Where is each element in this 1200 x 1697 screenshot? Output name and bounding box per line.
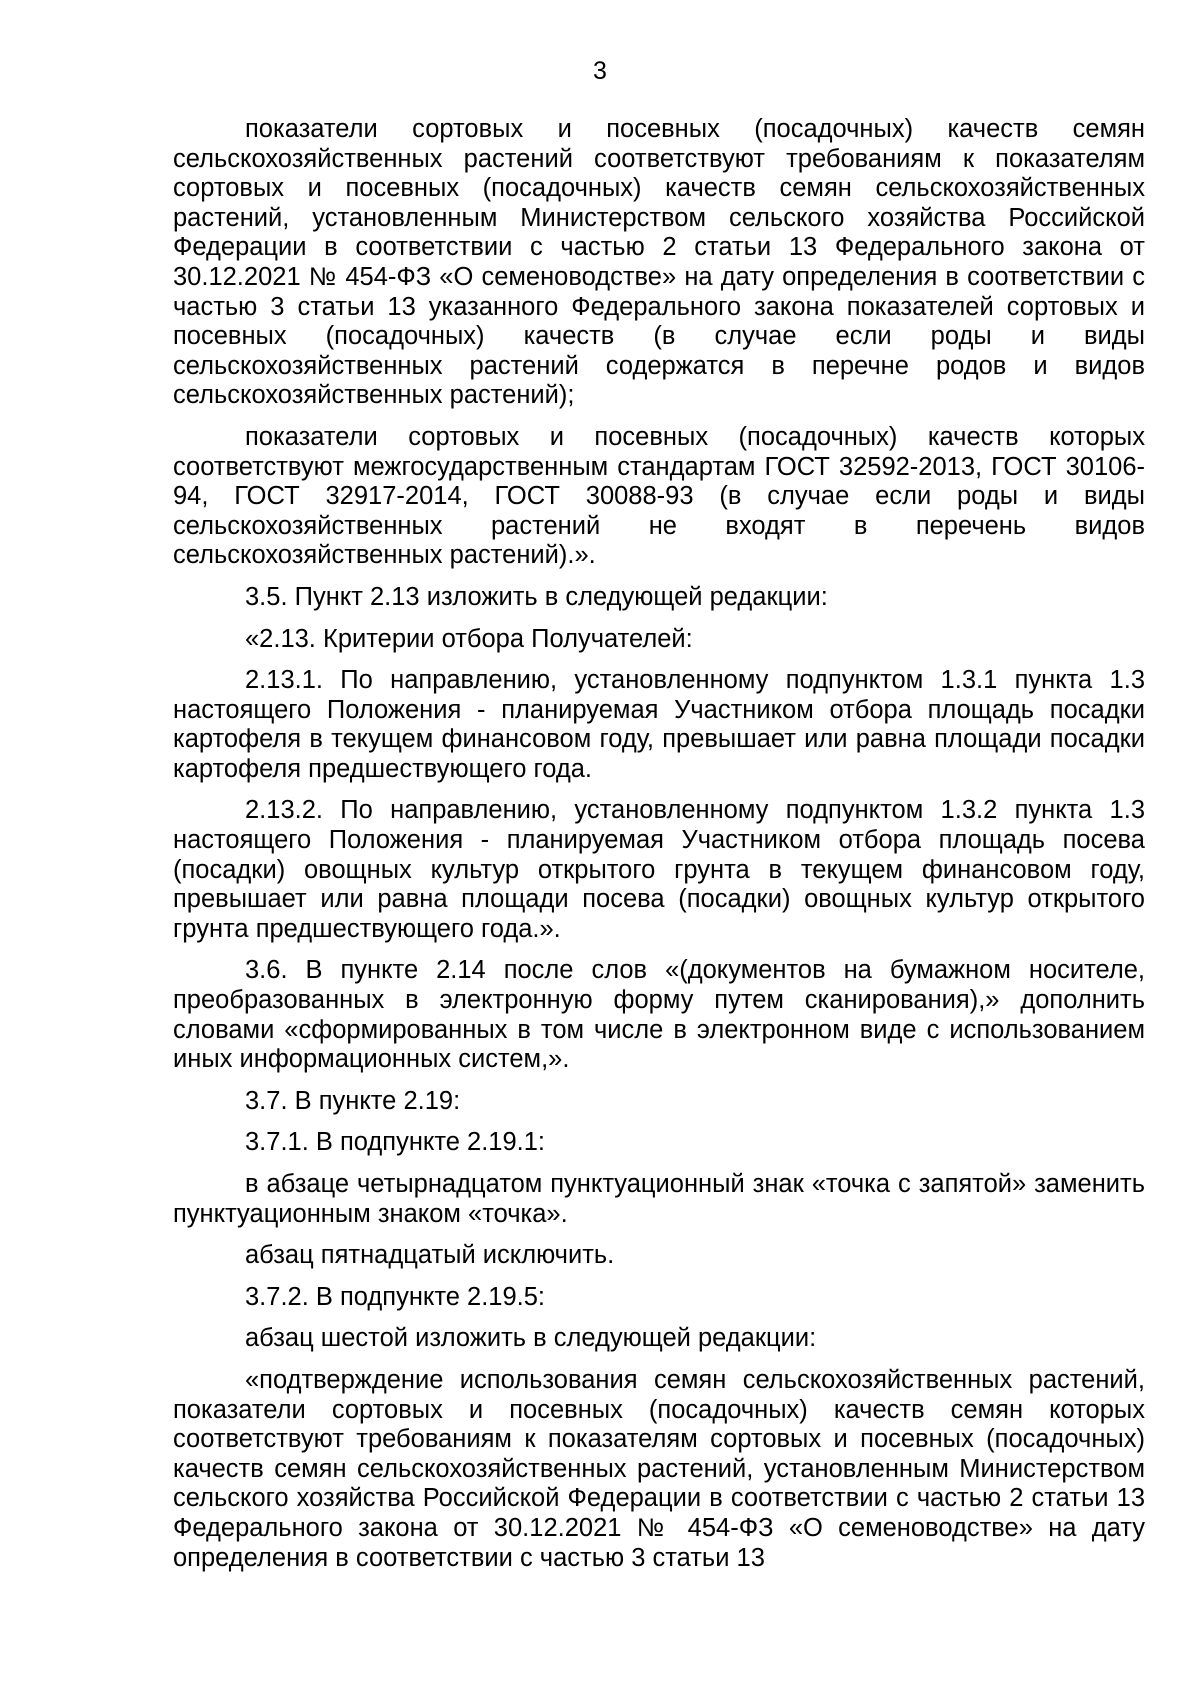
paragraph: 3.5. Пункт 2.13 изложить в следующей редакции: xyxy=(245,582,828,611)
paragraph: «2.13. Критерии отбора Получателей: xyxy=(245,624,693,653)
paragraph: 3.7. В пункте 2.19: xyxy=(245,1086,461,1115)
page-number: 3 xyxy=(593,57,607,85)
document-body xyxy=(173,115,1145,1585)
paragraph: 3.6. В пункте 2.14 после слов «(документов на бумажном носителе, преобразованных в электронную форму путем сканирования),» дополнить словами «сформированных в том числе в электронном виде с использованием иных информационных систем,». xyxy=(173,956,1145,1074)
paragraph: показатели сортовых и посевных (посадочных) качеств которых соответствуют межгосударственным стандартам ГОСТ 32592-2013, ГОСТ 30106-94, ГОСТ 32917-2014, ГОСТ 30088-93 (в случае если роды и виды сельскохозяйственных растений не входят в перечень видов сельскохозяйственных растений).». xyxy=(173,422,1145,570)
paragraph: 3.7.2. В подпункте 2.19.5: xyxy=(245,1282,546,1311)
paragraph: «подтверждение использования семян сельскохозяйственных растений, показатели сортовых и посевных (посадочных) качеств семян которых соответствуют требованиям к показателям сортовых и посевных (посадочных) качеств семян сельскохозяйственных растений, установленным Министерством сельского хозяйства Российской Федерации в соответствии с частью 2 статьи 13 Федерального закона от 30.12.2021 № 454-ФЗ «О семеноводстве» на дату определения в соответствии с частью 3 статьи 13 xyxy=(173,1365,1145,1572)
paragraph: 3.7.1. В подпункте 2.19.1: xyxy=(245,1128,546,1157)
paragraph: 2.13.1. По направлению, установленному подпунктом 1.3.1 пункта 1.3 настоящего Положения - планируемая Участником отбора площадь посадки картофеля в текущем финансовом году, превышает или равна площади посадки картофеля предшествующего года. xyxy=(173,666,1145,783)
paragraph: абзац шестой изложить в следующей редакции: xyxy=(245,1324,817,1353)
paragraph: в абзаце четырнадцатом пунктуационный знак «точка с запятой» заменить пунктуационным знаком «точка». xyxy=(173,1170,1145,1228)
paragraph: показатели сортовых и посевных (посадочных) качеств семян сельскохозяйственных растений соответствуют требованиям к показателям сортовых и посевных (посадочных) качеств семян сельскохозяйственных растений, установленным Министерством сельского хозяйства Российской Федерации в соответствии с частью 2 статьи 13 Федерального закона от 30.12.2021 № 454-ФЗ «О семеноводстве» на дату определения в соответствии с частью 3 статьи 13 указанного Федерального закона показателей сортовых и посевных (посадочных) качеств (в случае если роды и виды сельскохозяйственных растений содержатся в перечне родов и видов сельскохозяйственных растений); xyxy=(173,115,1145,410)
paragraph: абзац пятнадцатый исключить. xyxy=(245,1241,615,1270)
paragraph: 2.13.2. По направлению, установленному подпунктом 1.3.2 пункта 1.3 настоящего Положения - планируемая Участником отбора площадь посева (посадки) овощных культур открытого грунта в текущем финансовом году, превышает или равна площади посева (посадки) овощных культур открытого грунта предшествующего года.». xyxy=(173,796,1145,943)
